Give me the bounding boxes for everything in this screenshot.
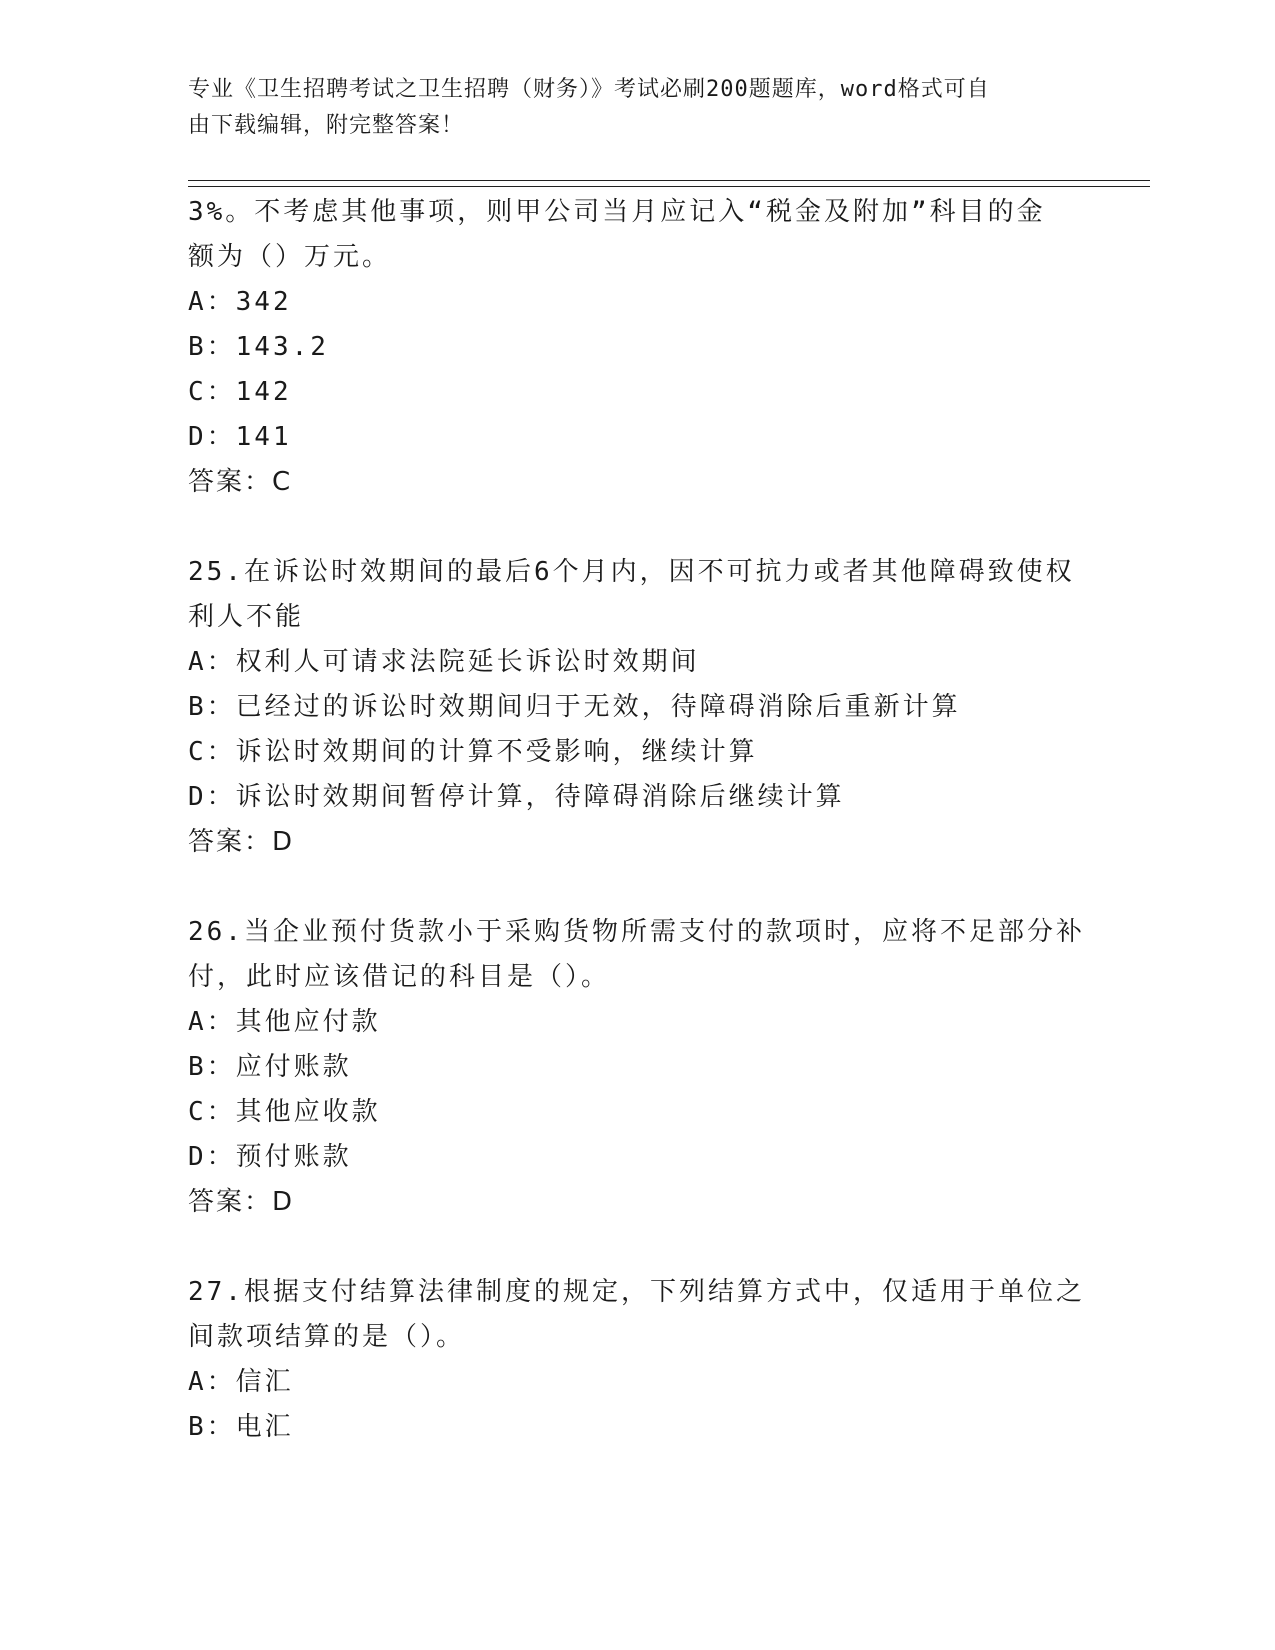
option-a: A：信汇 <box>188 1367 294 1397</box>
option-a: A：342 <box>188 287 292 317</box>
question-text-line: 26.当企业预付货款小于采购货物所需支付的款项时，应将不足部分补 <box>188 917 1085 947</box>
question-text-line: 付，此时应该借记的科目是（）。 <box>188 962 611 992</box>
document-header <box>188 72 1088 144</box>
question-text-line: 25.在诉讼时效期间的最后6个月内，因不可抗力或者其他障碍致使权 <box>188 557 1075 587</box>
header-divider-bottom <box>188 186 1150 187</box>
question-27 <box>188 1270 1088 1450</box>
option-d: D：诉讼时效期间暂停计算，待障碍消除后继续计算 <box>188 782 845 812</box>
option-c: C：142 <box>188 377 292 407</box>
option-a: A：权利人可请求法院延长诉讼时效期间 <box>188 647 700 677</box>
option-d: D：预付账款 <box>188 1142 352 1172</box>
option-b: B：应付账款 <box>188 1052 352 1082</box>
question-24 <box>188 190 1088 505</box>
header-line-1: 专业《卫生招聘考试之卫生招聘（财务）》考试必刷200题题库，word格式可自 <box>188 77 990 102</box>
header-line-2: 由下载编辑，附完整答案！ <box>188 113 465 138</box>
option-c: C：其他应收款 <box>188 1097 381 1127</box>
option-b: B：电汇 <box>188 1412 294 1442</box>
question-text-line: 利人不能 <box>188 602 305 632</box>
option-b: B：143.2 <box>188 332 329 362</box>
question-text-line: 额为（）万元。 <box>188 242 392 272</box>
header-divider-top <box>188 180 1150 181</box>
answer: 答案：D <box>188 827 295 857</box>
question-26 <box>188 910 1088 1225</box>
question-list <box>188 190 1088 1450</box>
question-25 <box>188 550 1088 865</box>
option-b: B：已经过的诉讼时效期间归于无效，待障碍消除后重新计算 <box>188 692 961 722</box>
option-a: A：其他应付款 <box>188 1007 381 1037</box>
option-c: C：诉讼时效期间的计算不受影响，继续计算 <box>188 737 758 767</box>
question-text-line: 3%。不考虑其他事项，则甲公司当月应记入“税金及附加”科目的金 <box>188 197 1046 227</box>
question-text-line: 间款项结算的是（）。 <box>188 1322 466 1352</box>
option-d: D：141 <box>188 422 292 452</box>
answer: 答案：D <box>188 1187 295 1217</box>
question-text-line: 27.根据支付结算法律制度的规定，下列结算方式中，仅适用于单位之 <box>188 1277 1085 1307</box>
answer: 答案：C <box>188 467 293 497</box>
